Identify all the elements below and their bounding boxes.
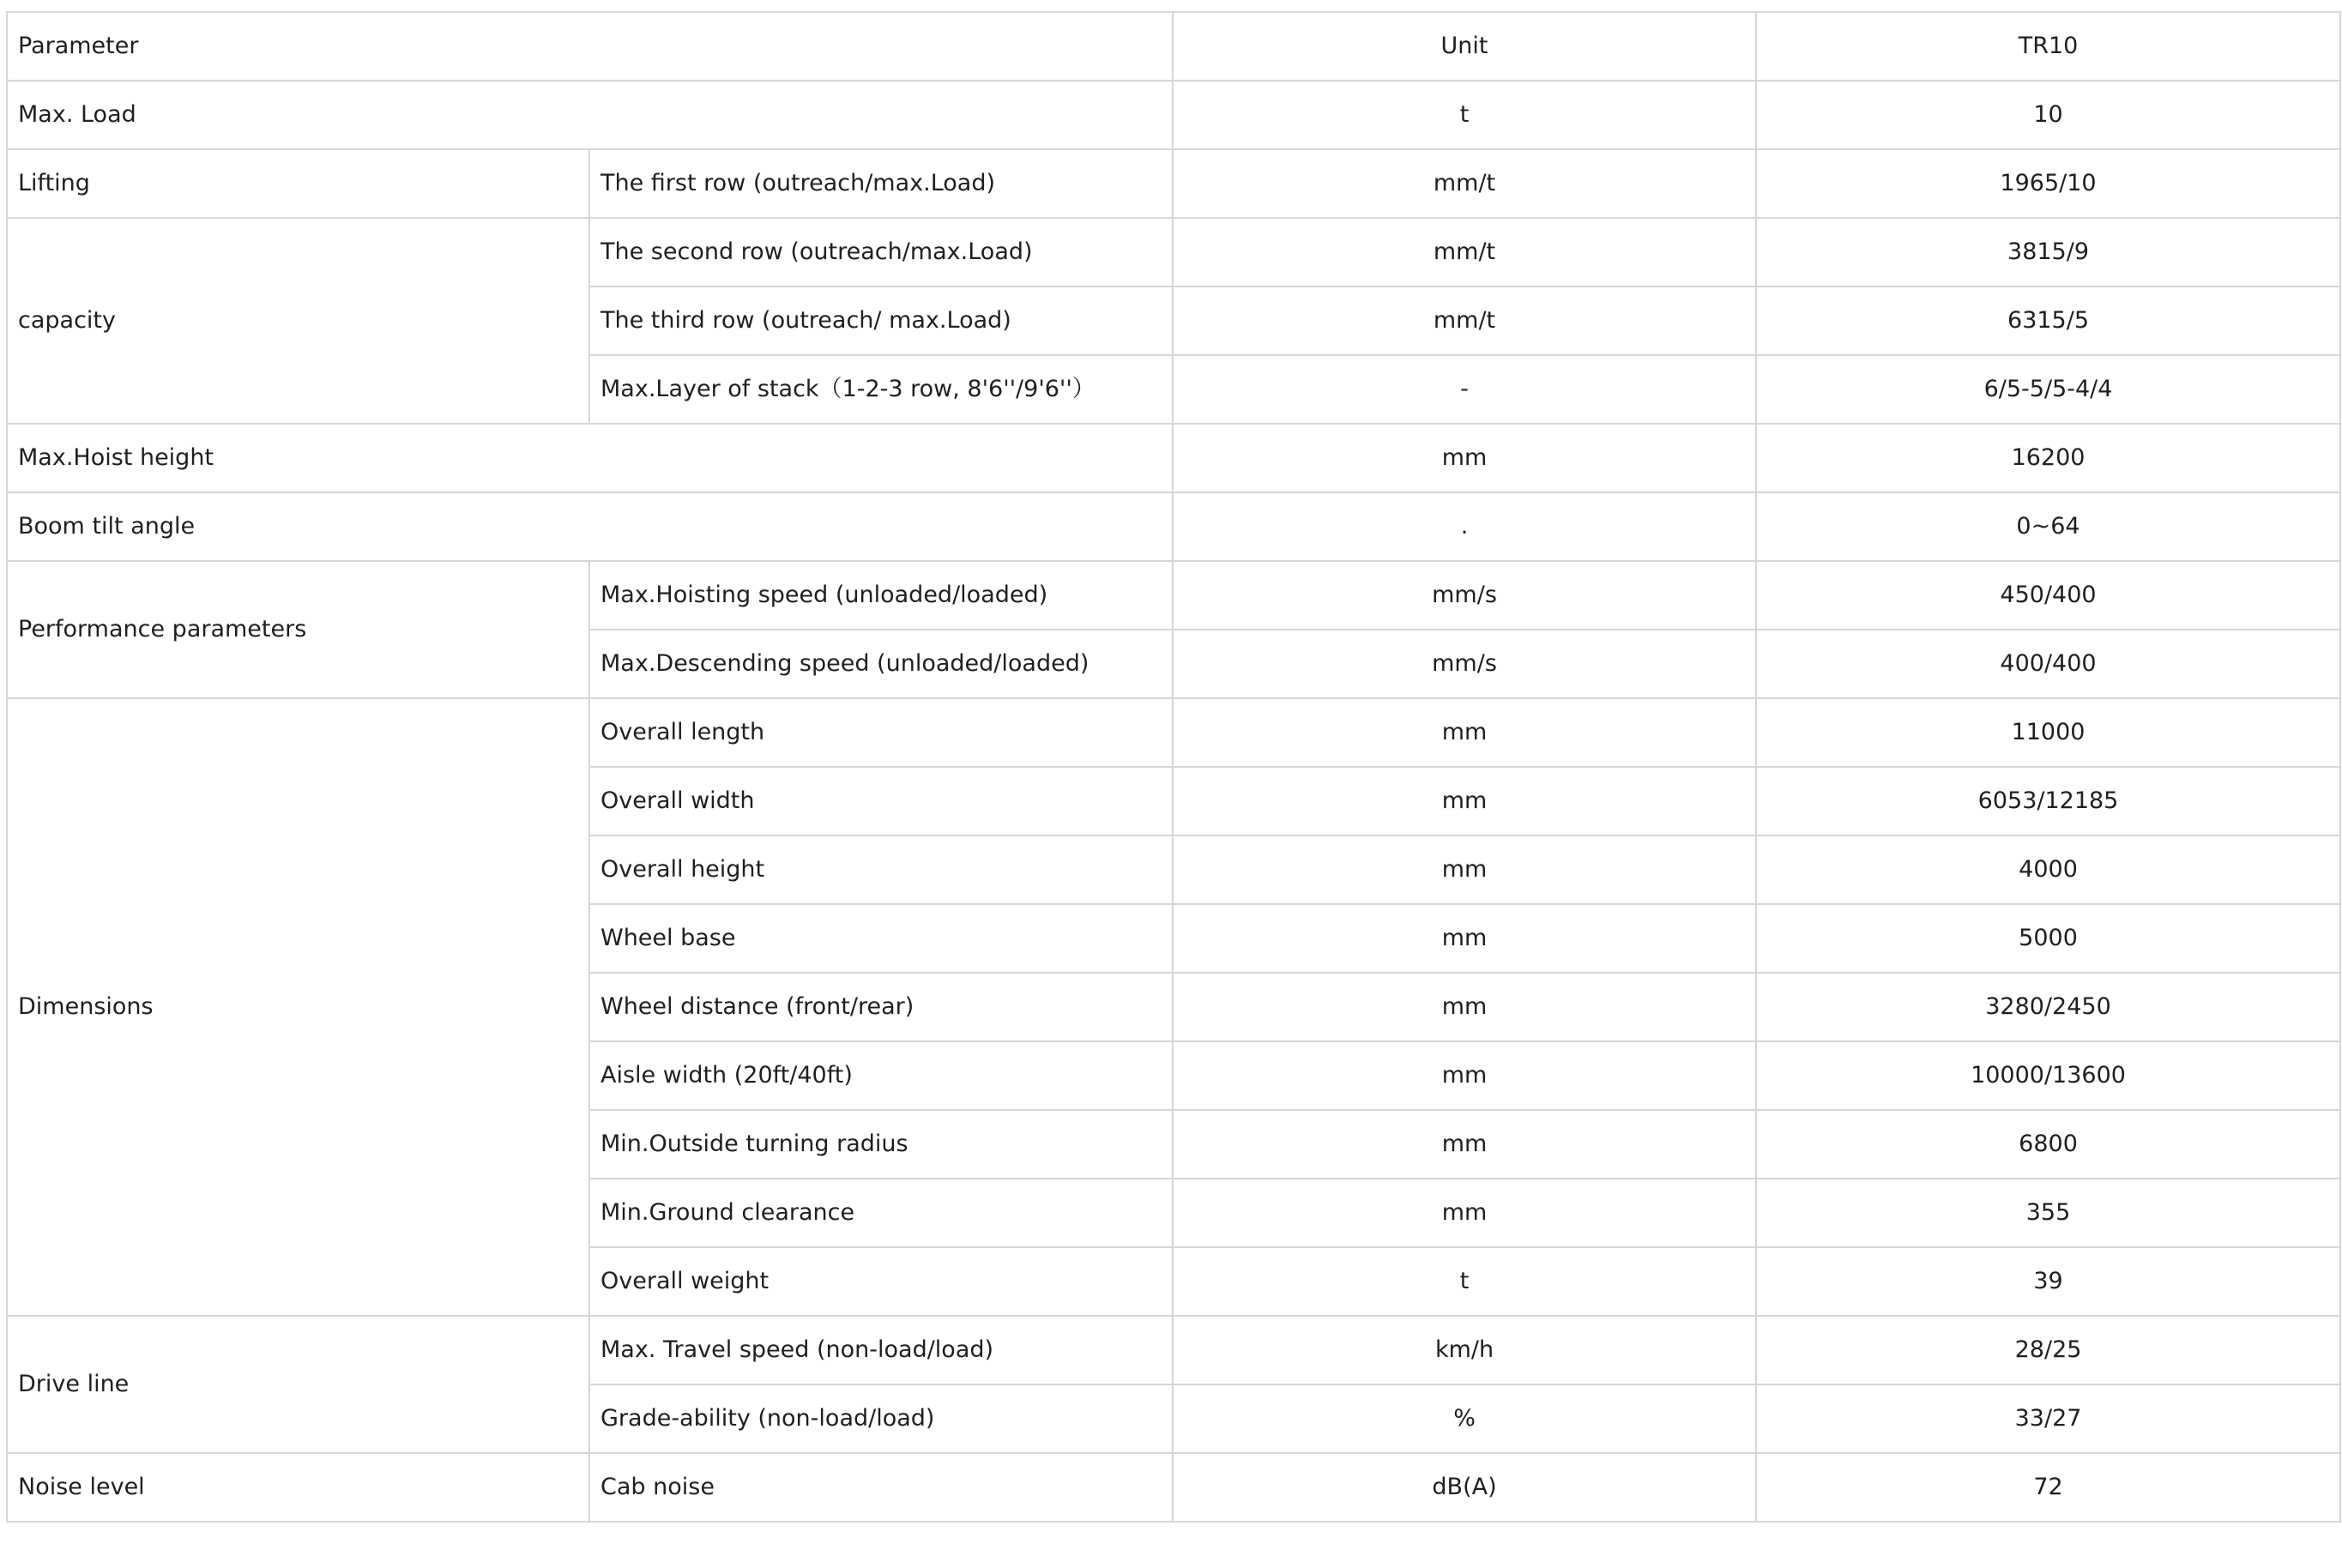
lifting-label: Lifting bbox=[7, 149, 589, 218]
spec-table bbox=[6, 11, 2341, 1523]
row-unit: t bbox=[1173, 1247, 1756, 1316]
row-value: 33/27 bbox=[1756, 1384, 2340, 1453]
row-item: Min.Outside turning radius bbox=[589, 1110, 1173, 1179]
row-unit: - bbox=[1173, 355, 1756, 424]
row-unit: mm bbox=[1173, 1041, 1756, 1110]
table-row bbox=[7, 218, 2340, 286]
noise-level-label: Noise level bbox=[7, 1453, 589, 1522]
table-row bbox=[7, 149, 2340, 218]
boom-tilt-angle-value: 0~64 bbox=[1756, 492, 2340, 561]
drive-line-label: Drive line bbox=[7, 1316, 589, 1453]
row-value: 28/25 bbox=[1756, 1316, 2340, 1384]
row-item: Aisle width (20ft/40ft) bbox=[589, 1041, 1173, 1110]
max-load-unit: t bbox=[1173, 81, 1756, 149]
row-item: Max. Travel speed (non-load/load) bbox=[589, 1316, 1173, 1384]
row-item: Cab noise bbox=[589, 1453, 1173, 1522]
table-header-row bbox=[7, 12, 2340, 81]
table-row bbox=[7, 1316, 2340, 1384]
row-unit: mm bbox=[1173, 835, 1756, 904]
row-item: Grade-ability (non-load/load) bbox=[589, 1384, 1173, 1453]
row-item: Overall height bbox=[589, 835, 1173, 904]
row-value: 72 bbox=[1756, 1453, 2340, 1522]
row-item: The third row (outreach/ max.Load) bbox=[589, 286, 1173, 355]
header-unit: Unit bbox=[1173, 12, 1756, 81]
boom-tilt-angle-label: Boom tilt angle bbox=[7, 492, 1173, 561]
max-hoist-height-value: 16200 bbox=[1756, 424, 2340, 492]
row-unit: mm/s bbox=[1173, 630, 1756, 698]
row-value: 39 bbox=[1756, 1247, 2340, 1316]
header-model: TR10 bbox=[1756, 12, 2340, 81]
row-value: 3280/2450 bbox=[1756, 973, 2340, 1041]
table-row bbox=[7, 424, 2340, 492]
row-unit: mm bbox=[1173, 1179, 1756, 1247]
row-value: 1965/10 bbox=[1756, 149, 2340, 218]
row-value: 6/5-5/5-4/4 bbox=[1756, 355, 2340, 424]
row-unit: mm bbox=[1173, 1110, 1756, 1179]
table-row bbox=[7, 1453, 2340, 1522]
row-value: 10000/13600 bbox=[1756, 1041, 2340, 1110]
row-unit: km/h bbox=[1173, 1316, 1756, 1384]
row-value: 6800 bbox=[1756, 1110, 2340, 1179]
row-item: The second row (outreach/max.Load) bbox=[589, 218, 1173, 286]
row-unit: mm/t bbox=[1173, 286, 1756, 355]
row-unit: mm/t bbox=[1173, 218, 1756, 286]
row-unit: mm bbox=[1173, 698, 1756, 767]
row-value: 3815/9 bbox=[1756, 218, 2340, 286]
row-unit: mm bbox=[1173, 904, 1756, 973]
row-unit: mm/t bbox=[1173, 149, 1756, 218]
max-load-value: 10 bbox=[1756, 81, 2340, 149]
dimensions-label: Dimensions bbox=[7, 698, 589, 1316]
row-value: 11000 bbox=[1756, 698, 2340, 767]
max-hoist-height-unit: mm bbox=[1173, 424, 1756, 492]
row-unit: mm bbox=[1173, 973, 1756, 1041]
row-value: 5000 bbox=[1756, 904, 2340, 973]
row-item: The first row (outreach/max.Load) bbox=[589, 149, 1173, 218]
row-item: Overall length bbox=[589, 698, 1173, 767]
table-row bbox=[7, 698, 2340, 767]
row-value: 450/400 bbox=[1756, 561, 2340, 630]
row-item: Max.Hoisting speed (unloaded/loaded) bbox=[589, 561, 1173, 630]
row-value: 355 bbox=[1756, 1179, 2340, 1247]
row-unit: dB(A) bbox=[1173, 1453, 1756, 1522]
row-item: Wheel distance (front/rear) bbox=[589, 973, 1173, 1041]
header-parameter: Parameter bbox=[7, 12, 1173, 81]
row-item: Max.Layer of stack（1-2-3 row, 8'6''/9'6''） bbox=[589, 355, 1173, 424]
max-hoist-height-label: Max.Hoist height bbox=[7, 424, 1173, 492]
row-value: 400/400 bbox=[1756, 630, 2340, 698]
row-unit: mm/s bbox=[1173, 561, 1756, 630]
performance-label: Performance parameters bbox=[7, 561, 589, 698]
row-value: 4000 bbox=[1756, 835, 2340, 904]
row-item: Wheel base bbox=[589, 904, 1173, 973]
row-unit: % bbox=[1173, 1384, 1756, 1453]
row-value: 6053/12185 bbox=[1756, 767, 2340, 835]
table-row bbox=[7, 561, 2340, 630]
capacity-label: capacity bbox=[7, 218, 589, 424]
boom-tilt-angle-unit: . bbox=[1173, 492, 1756, 561]
row-value: 6315/5 bbox=[1756, 286, 2340, 355]
row-item: Min.Ground clearance bbox=[589, 1179, 1173, 1247]
max-load-label: Max. Load bbox=[7, 81, 1173, 149]
row-item: Overall width bbox=[589, 767, 1173, 835]
table-row bbox=[7, 492, 2340, 561]
row-item: Max.Descending speed (unloaded/loaded) bbox=[589, 630, 1173, 698]
row-unit: mm bbox=[1173, 767, 1756, 835]
row-item: Overall weight bbox=[589, 1247, 1173, 1316]
table-row bbox=[7, 81, 2340, 149]
